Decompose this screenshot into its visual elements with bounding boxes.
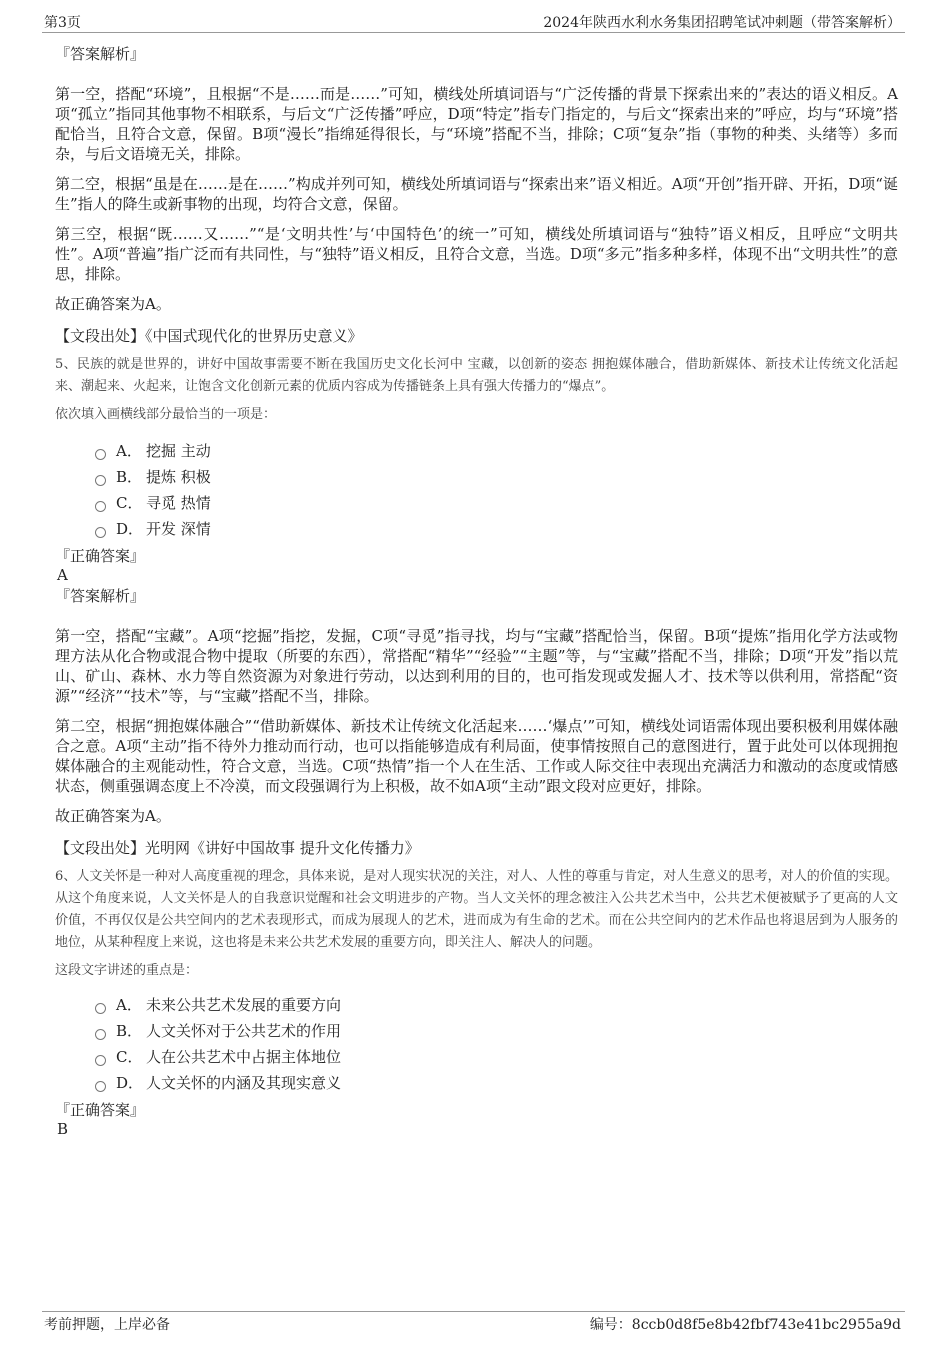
option-b[interactable]: B． 提炼 积极 bbox=[95, 464, 898, 490]
question-stem: 5、民族的就是世界的，讲好中国故事需要不断在我国历史文化长河中 宝藏，以创新的姿态 拥抱媒体融合，借助新媒体、新技术让传统文化活起来、潮起来、火起来，让饱含文化创新元素的优质内容成为传播链条上具有强大传播力的“爆点”。 bbox=[55, 357, 898, 394]
option-d[interactable]: D． 人文关怀的内涵及其现实意义 bbox=[95, 1070, 898, 1096]
radio-icon[interactable] bbox=[95, 1081, 106, 1092]
correct-answer-label: 『正确答案』 bbox=[55, 1101, 146, 1119]
document-title: 2024年陕西水利水务集团招聘笔试冲刺题（带答案解析） bbox=[543, 15, 901, 31]
radio-icon[interactable] bbox=[95, 527, 106, 538]
page-content bbox=[55, 44, 898, 1138]
analysis-paragraph: 第一空，搭配“宝藏”。A项“挖掘”指挖，发掘，C项“寻觅”指寻找，均与“宝藏”搭配恰当，保留。B项“提炼”指用化学方法或物理方法从化合物或混合物中提取（所要的东西），常搭配“精华”“经验”“主题”等，与“宝藏”搭配不当，排除；D项“开发”指以荒山、矿山、森林、水力等自然资源为对象进行劳动，以达到利用的目的，也可指发现或发掘人才、技术等以供利用，常搭配“资源”“经济”“技术”等，与“宝藏”搭配不当，排除。 bbox=[55, 627, 898, 705]
radio-icon[interactable] bbox=[95, 1003, 106, 1014]
option-c[interactable]: C． 人在公共艺术中占据主体地位 bbox=[95, 1044, 898, 1070]
analysis-paragraph: 第三空，根据“既……又……”“是‘文明共性’与‘中国特色’的统一”可知，横线处所填词语与“独特”语义相反，且呼应“文明共性”。A项“普遍”指广泛而有共同性，与“独特”语义相反，且符合文意，当选。D项“多元”指多种多样，体现不出“文明共性”的意思，排除。 bbox=[55, 225, 898, 283]
option-list bbox=[55, 992, 898, 1096]
source-citation: 【文段出处】《中国式现代化的世界历史意义》 bbox=[55, 327, 363, 345]
option-c[interactable]: C． 寻觅 热情 bbox=[95, 490, 898, 516]
radio-icon[interactable] bbox=[95, 449, 106, 460]
analysis-paragraph: 第二空，根据“虽是在……是在……”构成并列可知，横线处所填词语与“探索出来”语义相近。A项“开创”指开辟、开拓，D项“诞生”指人的降生或新事物的出现，均符合文意，保留。 bbox=[55, 175, 898, 213]
radio-icon[interactable] bbox=[95, 501, 106, 512]
option-a[interactable]: A． 挖掘 主动 bbox=[95, 438, 898, 464]
analysis-paragraph: 第一空，搭配“环境”，且根据“不是……而是……”可知，横线处所填词语与“广泛传播的背景下探索出来的”表达的语义相反。A项“孤立”指同其他事物不相联系，与后文“广泛传播”呼应，D项“特定”指专门指定的，与后文“探索出来的”呼应，均与“环境”搭配恰当，且符合文意，保留。B项“漫长”指绵延得很长，与“环境”搭配不当，排除；C项“复杂”指（事物的种类、头绪等）多而杂，与后文语境无关，排除。 bbox=[55, 85, 898, 163]
radio-icon[interactable] bbox=[95, 475, 106, 486]
question-prompt: 这段文字讲述的重点是： bbox=[55, 963, 199, 978]
page-number: 第3页 bbox=[44, 15, 81, 31]
page-footer bbox=[42, 1311, 905, 1336]
source-citation: 【文段出处】光明网《讲好中国故事 提升文化传播力》 bbox=[55, 839, 420, 857]
radio-icon[interactable] bbox=[95, 1029, 106, 1040]
analysis-label: 『答案解析』 bbox=[55, 587, 146, 605]
option-list bbox=[55, 438, 898, 542]
document-id: 编号：8ccb0d8f5e8b42fbf743e41bc2955a9d bbox=[589, 1317, 901, 1333]
correct-answer: B bbox=[57, 1120, 69, 1138]
conclusion: 故正确答案为A。 bbox=[55, 807, 171, 825]
analysis-paragraph: 第二空，根据“拥抱媒体融合”“借助新媒体、新技术让传统文化活起来……‘爆点’”可知，横线处词语需体现出要积极利用媒体融合之意。A项“主动”指不待外力推动而行动，也可以指能够造成有利局面，使事情按照自己的意图进行，置于此处可以体现拥抱媒体融合的主观能动性，符合文意，当选。C项“热情”指一个人在生活、工作或人际交往中表现出充满活力和激动的态度或情感状态，侧重强调态度上不冷漠，而文段强调行为上积极，故不如A项“主动”跟文段对应更好，排除。 bbox=[55, 717, 898, 795]
option-a[interactable]: A． 未来公共艺术发展的重要方向 bbox=[95, 992, 898, 1018]
question-stem: 6、人文关怀是一种对人高度重视的理念，具体来说，是对人现实状况的关注，对人、人性的尊重与肯定，对人生意义的思考，对人的价值的实现。从这个角度来说，人文关怀是人的自我意识觉醒和社会文明进步的产物。当人文关怀的理念被注入公共艺术当中，公共艺术便被赋予了更高的人文价值，不再仅仅是公共空间内的艺术表现形式，而成为展现人的艺术，进而成为有生命的艺术。而在公共空间内的艺术作品也将退居到为人服务的地位，从某种程度上来说，这也将是未来公共艺术发展的重要方向，即关注人、解决人的问题。 bbox=[55, 869, 898, 950]
radio-icon[interactable] bbox=[95, 1055, 106, 1066]
footer-slogan: 考前押题，上岸必备 bbox=[44, 1317, 170, 1333]
correct-answer-label: 『正确答案』 bbox=[55, 547, 146, 565]
page-header bbox=[42, 10, 905, 33]
option-d[interactable]: D． 开发 深情 bbox=[95, 516, 898, 542]
option-b[interactable]: B． 人文关怀对于公共艺术的作用 bbox=[95, 1018, 898, 1044]
conclusion: 故正确答案为A。 bbox=[55, 295, 171, 313]
question-prompt: 依次填入画横线部分最恰当的一项是： bbox=[55, 407, 277, 422]
correct-answer: A bbox=[57, 566, 68, 584]
analysis-label: 『答案解析』 bbox=[55, 45, 146, 63]
